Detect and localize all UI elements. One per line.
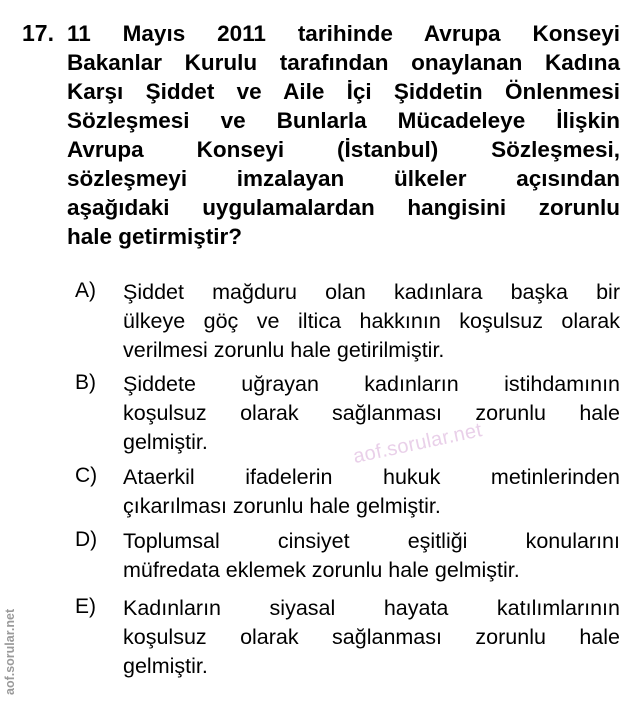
option-line: koşulsuz olarak sağlanması zorunlu hale [123,401,620,425]
stem-line: 11 Mayıs 2011 tarihinde Avrupa Konseyi [67,21,620,46]
option-line: müfredata eklemek zorunlu hale gelmiştir. [123,558,520,582]
option-line: gelmiştir. [123,654,208,678]
stem-line: Karşı Şiddet ve Aile İçi Şiddetin Önlenmesi [67,79,620,104]
stem-line: hale getirmiştir? [67,224,243,249]
option-line: gelmiştir. [123,430,208,454]
option-line: koşulsuz olarak sağlanması zorunlu hale [123,625,620,649]
option-letter: D) [75,528,98,551]
option-line: Şiddete uğrayan kadınların istihdamının [123,372,620,396]
watermark-center: aof.sorular.net [351,419,485,469]
option-letter: C) [75,464,98,487]
stem-line: sözleşmeyi imzalayan ülkeler açısından [67,166,620,191]
option-line: Ataerkil ifadelerin hukuk metinlerinden [123,465,620,489]
stem-line: Avrupa Konseyi (İstanbul) Sözleşmesi, [67,137,620,162]
option-line: Şiddet mağduru olan kadınlara başka bir [123,280,620,304]
option-text [123,463,620,521]
option-letter: E) [75,595,96,618]
question-stem [67,19,620,251]
stem-line: Bakanlar Kurulu tarafından onaylanan Kadına [67,50,620,75]
option-letter: A) [75,279,96,302]
option-line: Toplumsal cinsiyet eşitliği konularını [123,529,620,553]
option-line: Kadınların siyasal hayata katılımlarının [123,596,620,620]
option-letter: B) [75,371,96,394]
option-text [123,594,620,681]
option-text [123,278,620,365]
watermark-side: aof.sorular.net [3,608,17,695]
option-line: çıkarılması zorunlu hale gelmiştir. [123,494,441,518]
option-line: verilmesi zorunlu hale getirilmiştir. [123,338,445,362]
question-number: 17. [22,20,54,46]
option-line: ülkeye göç ve iltica hakkının koşulsuz olarak [123,309,620,333]
stem-line: aşağıdaki uygulamalardan hangisini zorunlu [67,195,620,220]
stem-line: Sözleşmesi ve Bunlarla Mücadeleye İlişkin [67,108,620,133]
option-text [123,527,620,585]
